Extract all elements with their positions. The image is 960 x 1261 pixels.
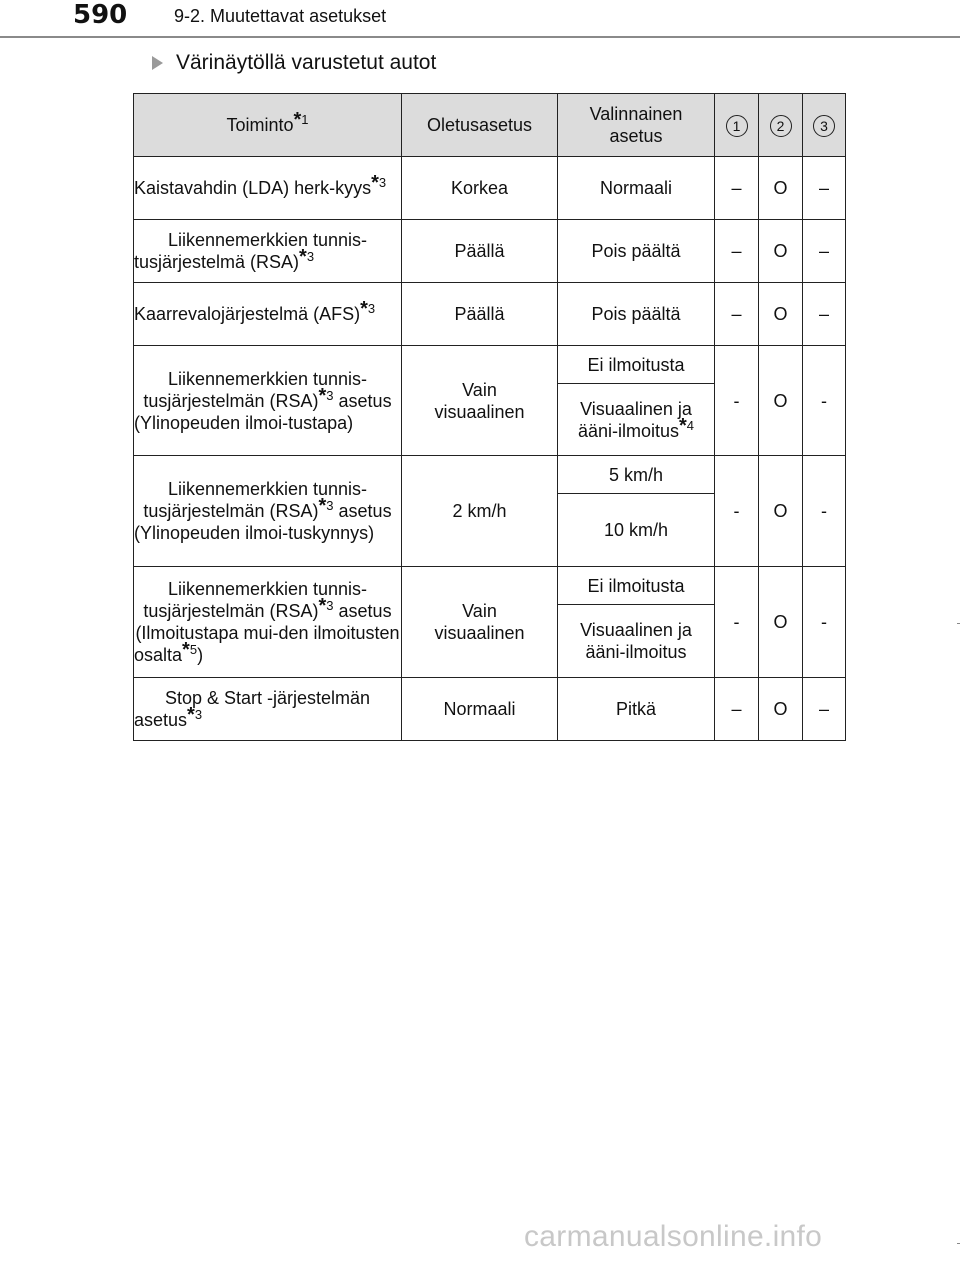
col-1-cell: – <box>715 283 759 346</box>
default-cell: Vain visuaalinen <box>402 346 558 456</box>
col-3-cell: – <box>803 283 846 346</box>
header-col-2 <box>759 94 803 157</box>
option-cell: Visuaalinen ja ääni-ilmoitus$^{*4}$ <box>558 384 715 456</box>
option-cell: Ei ilmoitusta <box>558 567 715 605</box>
col-2-cell: O <box>759 678 803 741</box>
table-row <box>134 346 846 384</box>
header-divider <box>0 36 960 38</box>
header-col-1 <box>715 94 759 157</box>
function-cell: Kaarrevalojärjestelmä (AFS)$^{*3}$ <box>134 283 402 346</box>
circled-3-icon: 3 <box>813 115 835 137</box>
option-cell: Pitkä <box>558 678 715 741</box>
col-2-cell: O <box>759 220 803 283</box>
default-cell: Korkea <box>402 157 558 220</box>
option-cell: Pois päältä <box>558 220 715 283</box>
function-cell: Kaistavahdin (LDA) herk-kyys$^{*3}$ <box>134 157 402 220</box>
header-optional: Valinnainen asetus <box>558 94 715 157</box>
col-1-cell: - <box>715 456 759 567</box>
table-row <box>134 678 846 741</box>
table-row <box>134 456 846 494</box>
col-3-cell: – <box>803 220 846 283</box>
col-1-cell: – <box>715 678 759 741</box>
option-cell: Pois päältä <box>558 283 715 346</box>
subheading-text: Värinäytöllä varustetut autot <box>176 51 437 74</box>
col-1-cell: – <box>715 220 759 283</box>
section-title: 9-2. Muutettavat asetukset <box>174 6 387 26</box>
col-2-cell: O <box>759 346 803 456</box>
watermark: carmanualsonline.info <box>524 1220 823 1253</box>
table-header-row <box>134 94 846 157</box>
settings-table <box>133 93 846 741</box>
col-2-cell: O <box>759 157 803 220</box>
default-cell: Päällä <box>402 283 558 346</box>
col-1-cell: - <box>715 346 759 456</box>
default-cell: Normaali <box>402 678 558 741</box>
triangle-bullet-icon <box>152 56 163 70</box>
subheading <box>152 50 436 76</box>
function-cell: Liikennemerkkien tunnis-tusjärjestelmä (RSA)$^{*3}$ <box>134 220 402 283</box>
col-3-cell: - <box>803 567 846 678</box>
page-number: 590 <box>73 0 128 30</box>
col-3-cell: – <box>803 678 846 741</box>
function-cell: Liikennemerkkien tunnis-tusjärjestelmän (RSA)$^{*3}$ asetus (Ilmoitustapa mui-den ilmoitusten osalta$^{*5}$) <box>134 567 402 678</box>
function-cell: Stop & Start -järjestelmän asetus$^{*3}$ <box>134 678 402 741</box>
col-3-cell: - <box>803 456 846 567</box>
header-col-3 <box>803 94 846 157</box>
col-1-cell: – <box>715 157 759 220</box>
table-row <box>134 220 846 283</box>
option-cell: Ei ilmoitusta <box>558 346 715 384</box>
default-cell: Vain visuaalinen <box>402 567 558 678</box>
circled-2-icon: 2 <box>770 115 792 137</box>
option-cell: Visuaalinen ja ääni-ilmoitus <box>558 605 715 678</box>
circled-1-icon: 1 <box>726 115 748 137</box>
default-cell: 2 km/h <box>402 456 558 567</box>
header-function: Toiminto$^{*1}$ <box>134 94 402 157</box>
col-2-cell: O <box>759 456 803 567</box>
function-cell: Liikennemerkkien tunnis-tusjärjestelmän (RSA)$^{*3}$ asetus (Ylinopeuden ilmoi-tustapa) <box>134 346 402 456</box>
col-2-cell: O <box>759 283 803 346</box>
function-cell: Liikennemerkkien tunnis-tusjärjestelmän (RSA)$^{*3}$ asetus (Ylinopeuden ilmoi-tuskynnys) <box>134 456 402 567</box>
option-cell: 10 km/h <box>558 494 715 567</box>
col-3-cell: - <box>803 346 846 456</box>
header-default: Oletusasetus <box>402 94 558 157</box>
option-cell: Normaali <box>558 157 715 220</box>
col-1-cell: - <box>715 567 759 678</box>
table-row <box>134 283 846 346</box>
option-cell: 5 km/h <box>558 456 715 494</box>
col-2-cell: O <box>759 567 803 678</box>
col-3-cell: – <box>803 157 846 220</box>
table-row <box>134 567 846 605</box>
default-cell: Päällä <box>402 220 558 283</box>
table-row <box>134 157 846 220</box>
